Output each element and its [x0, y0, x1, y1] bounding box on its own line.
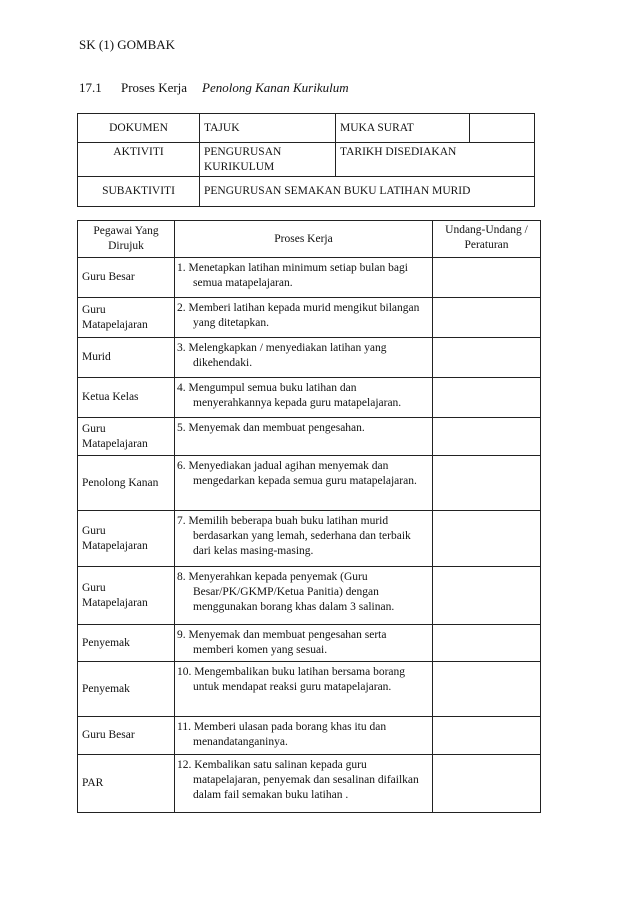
process-step-cell	[175, 378, 433, 418]
process-step-text: 12. Kembalikan satu salinan kepada guru matapelajaran, penyemak dan sesalinan difailkan dalam fail semakan buku latihan .	[177, 759, 419, 801]
process-step-text: 6. Menyediakan jadual agihan menyemak dan mengedarkan kepada semua guru matapelajaran.	[177, 460, 417, 487]
process-step-cell	[175, 625, 433, 662]
process-step-cell	[175, 717, 433, 755]
law-cell	[433, 456, 541, 511]
law-cell	[433, 511, 541, 567]
process-step-cell	[175, 298, 433, 338]
process-step-cell	[175, 258, 433, 298]
law-cell	[433, 625, 541, 662]
subactivity-value: PENGURUSAN SEMAKAN BUKU LATIHAN MURID	[200, 177, 535, 207]
process-step-text: 2. Memberi latihan kepada murid mengikut bilangan yang ditetapkan.	[177, 302, 420, 329]
table-row	[78, 755, 541, 813]
activity-label: AKTIVITI	[78, 143, 200, 177]
table-row	[78, 511, 541, 567]
process-step-cell	[175, 418, 433, 456]
law-cell	[433, 258, 541, 298]
process-table-header	[78, 221, 541, 258]
law-cell	[433, 662, 541, 717]
officer-cell: PAR	[78, 755, 175, 813]
officer-cell: Penolong Kanan	[78, 456, 175, 511]
date-prepared-label: TARIKH DISEDIAKAN	[336, 143, 535, 177]
process-step-cell	[175, 511, 433, 567]
table-row	[78, 378, 541, 418]
law-cell	[433, 755, 541, 813]
process-step-cell	[175, 456, 433, 511]
page-value	[470, 114, 535, 143]
officer-cell: Ketua Kelas	[78, 378, 175, 418]
law-cell	[433, 418, 541, 456]
table-row	[78, 258, 541, 298]
info-row-document	[78, 114, 535, 143]
school-name: SK (1) GOMBAK	[79, 37, 176, 52]
officer-cell: Guru Matapelajaran	[78, 567, 175, 625]
officer-cell: Penyemak	[78, 662, 175, 717]
process-step-cell	[175, 662, 433, 717]
process-step-text: 11. Memberi ulasan pada borang khas itu dan menandatanganinya.	[177, 721, 387, 748]
process-step-text: 10. Mengembalikan buku latihan bersama borang untuk mendapat reaksi guru matapelajaran.	[177, 666, 406, 693]
subactivity-label: SUBAKTIVITI	[78, 177, 200, 207]
law-cell	[433, 338, 541, 378]
process-column-header: Proses Kerja	[175, 221, 433, 258]
table-row	[78, 662, 541, 717]
officer-cell: Murid	[78, 338, 175, 378]
process-step-text: 4. Mengumpul semua buku latihan dan menyerahkannya kepada guru matapelajaran.	[177, 382, 402, 409]
section-number: 17.1	[79, 80, 102, 95]
officer-column-header: Pegawai Yang Dirujuk	[78, 221, 175, 258]
process-step-text: 3. Melengkapkan / menyediakan latihan yang dikehendaki.	[177, 342, 387, 369]
process-step-text: 9. Menyemak dan membuat pengesahan serta memberi komen yang sesuai.	[177, 629, 387, 656]
process-step-text: 7. Memilih beberapa buah buku latihan murid berdasarkan yang lemah, sederhana dan terbaik dari kelas masing-masing.	[177, 515, 411, 557]
officer-cell: Penyemak	[78, 625, 175, 662]
officer-cell: Guru Besar	[78, 258, 175, 298]
process-step-text: 8. Menyerahkan kepada penyemak (Guru Besar/PK/GKMP/Ketua Panitia) dengan menggunakan borang khas dalam 3 salinan.	[177, 571, 395, 613]
info-row-subactivity	[78, 177, 535, 207]
process-step-text: 5. Menyemak dan membuat pengesahan.	[177, 422, 365, 434]
table-row	[78, 418, 541, 456]
process-step-cell	[175, 567, 433, 625]
officer-cell: Guru Besar	[78, 717, 175, 755]
table-row	[78, 717, 541, 755]
law-cell	[433, 298, 541, 338]
title-label: TAJUK	[200, 114, 336, 143]
activity-value: PENGURUSAN KURIKULUM	[200, 143, 336, 177]
info-row-activity	[78, 143, 535, 177]
process-table	[77, 220, 541, 813]
process-step-text: 1. Menetapkan latihan minimum setiap bulan bagi semua matapelajaran.	[177, 262, 408, 289]
table-row	[78, 625, 541, 662]
document-label: DOKUMEN	[78, 114, 200, 143]
table-row	[78, 456, 541, 511]
officer-cell: Guru Matapelajaran	[78, 418, 175, 456]
law-column-header: Undang-Undang / Peraturan	[433, 221, 541, 258]
officer-cell: Guru Matapelajaran	[78, 511, 175, 567]
table-row	[78, 298, 541, 338]
law-cell	[433, 717, 541, 755]
process-step-cell	[175, 755, 433, 813]
law-cell	[433, 567, 541, 625]
section-subtitle: Penolong Kanan Kurikulum	[202, 80, 349, 95]
info-table	[77, 113, 535, 207]
section-title: Proses Kerja	[121, 80, 188, 95]
table-row	[78, 567, 541, 625]
page-label: MUKA SURAT	[336, 114, 470, 143]
table-row	[78, 338, 541, 378]
officer-cell: Guru Matapelajaran	[78, 298, 175, 338]
law-cell	[433, 378, 541, 418]
process-step-cell	[175, 338, 433, 378]
